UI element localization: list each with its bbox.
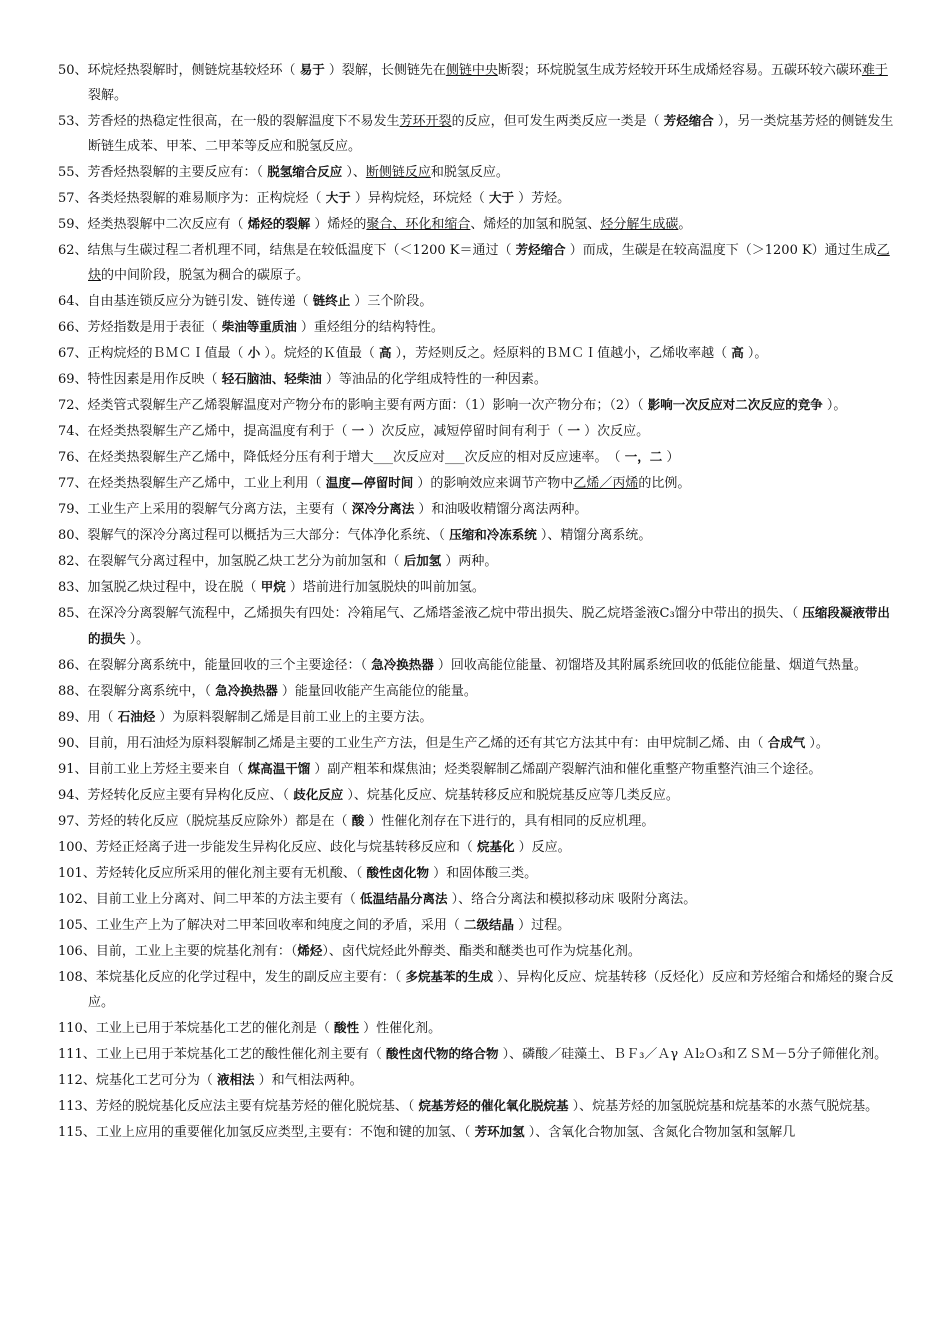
- question-text: 82、在裂解气分离过程中，加氢脱乙炔工艺分为前加氢和（: [58, 554, 404, 569]
- question-item: [58, 730, 896, 756]
- question-item: [58, 1093, 896, 1119]
- answer-text: 大于: [325, 190, 351, 205]
- question-item: [58, 314, 896, 340]
- question-item: [58, 808, 896, 834]
- question-text: ）、烷基化反应、烷基转移反应和脱烷基反应等几类反应。: [343, 788, 679, 803]
- question-text: ），另一类烷基芳烃的侧链发生断链生成苯、甲苯、二甲苯等反应和脱氢反应。: [88, 114, 894, 154]
- question-text: 67、正构烷烃的ＢＭＣＩ值最（: [58, 346, 248, 361]
- answer-text: 酸: [351, 813, 365, 828]
- answer-text: 二级结晶: [463, 917, 514, 932]
- question-text: 的中间阶段，脱氢为稠合的碳原子。: [101, 268, 310, 283]
- question-text: 105、工业生产上为了解决对二甲苯回收率和纯度之间的矛盾，采用（: [58, 918, 464, 933]
- question-item: [58, 1041, 896, 1067]
- question-text: 83、加氢脱乙炔过程中，设在脱（: [58, 580, 261, 595]
- question-text: 断裂；环烷脱氢生成芳烃较开环生成烯烃容易。五碳环较六碳环: [497, 63, 862, 78]
- question-text: ）次反应。: [579, 424, 650, 439]
- question-text: ）塔前进行加氢脱炔的叫前加氢。: [285, 580, 485, 595]
- document-body: [58, 57, 896, 1145]
- question-text: ）反应。: [514, 840, 571, 855]
- question-item: [58, 912, 896, 938]
- question-text: 59、烃类热裂解中二次反应有（: [58, 217, 248, 232]
- question-item: [58, 444, 896, 470]
- question-item: [58, 782, 896, 808]
- question-item: [58, 470, 896, 496]
- question-item: [58, 211, 896, 237]
- underlined-text: 乙炔: [88, 243, 890, 283]
- question-text: ）。: [822, 398, 847, 413]
- question-text: ）和气相法两种。: [254, 1073, 363, 1088]
- answer-text: 烯烃: [297, 943, 323, 958]
- answer-text: 链终止: [312, 293, 351, 308]
- question-text: ）裂解，长侧链先在: [324, 63, 446, 78]
- question-text: 106、目前，工业上主要的烷基化剂有：（: [58, 944, 298, 959]
- answer-text: 低温结晶分离法: [359, 891, 448, 906]
- question-item: [58, 392, 896, 418]
- underlined-text: 断侧链反应: [365, 165, 431, 180]
- question-item: [58, 964, 896, 1015]
- question-text: 94、芳烃转化反应主要有异构化反应、（: [58, 788, 294, 803]
- question-text: 102、目前工业上分离对、间二甲苯的方法主要有（: [58, 892, 360, 907]
- question-item: [58, 652, 896, 678]
- question-text: 110、工业上已用于苯烷基化工艺的催化剂是（: [58, 1021, 334, 1036]
- question-text: ）能量回收能产生高能位的能量。: [277, 684, 477, 699]
- question-item: [58, 159, 896, 185]
- question-text: ）。: [125, 632, 150, 647]
- question-text: 76、在烃类热裂解生产乙烯中，降低烃分压有利于增大___次反应对___次反应的相对反应速率。 （: [58, 450, 625, 465]
- question-text: ）为原料裂解制乙烯是目前工业上的主要方法。: [155, 710, 433, 725]
- question-text: ）、络合分离法和模拟移动床 吸附分离法。: [447, 892, 697, 907]
- question-item: [58, 366, 896, 392]
- question-item: [58, 548, 896, 574]
- question-text: ）、异构化反应、烷基转移（反烃化）反应和芳烃缩合和烯烃的聚合反应。: [88, 970, 894, 1010]
- question-text: ）三个阶段。: [350, 294, 433, 309]
- question-text: ）、: [342, 165, 366, 180]
- answer-text: 后加氢: [403, 553, 442, 568]
- question-item: [58, 1015, 896, 1041]
- answer-text: 压缩和冷冻系统: [449, 527, 537, 542]
- question-text: 112、烷基化工艺可分为（: [58, 1073, 217, 1088]
- question-text: ）。烷烃的Ｋ值最（: [260, 346, 379, 361]
- question-text: 97、芳烃的转化反应（脱烷基反应除外）都是在（: [58, 814, 352, 829]
- answer-text: 酸性: [333, 1020, 359, 1035]
- question-text: ）过程。: [513, 918, 571, 933]
- answer-text: 烷基芳烃的催化氧化脱烷基: [418, 1098, 569, 1113]
- question-text: 。: [678, 217, 692, 232]
- question-text: 90、目前，用石油烃为原料裂解制乙烯是主要的工业生产方法，但是生产乙烯的还有其它方法其中有：由甲烷制乙烯、由（: [58, 736, 768, 751]
- question-text: ）回收高能位能量、初馏塔及其附属系统回收的低能位能量、烟道气热量。: [433, 658, 867, 673]
- question-text: 89、用（: [58, 710, 118, 725]
- answer-text: 煤高温干馏: [247, 761, 311, 776]
- question-item: [58, 756, 896, 782]
- question-text: 113、芳烃的脱烷基化反应法主要有烷基芳烃的催化脱烷基、（: [58, 1099, 419, 1114]
- answer-text: 高: [378, 345, 392, 360]
- answer-text: 多烷基苯的生成: [405, 969, 493, 984]
- question-text: ）、含氧化合物加氢、含氮化合物加氢和氢解几: [524, 1125, 796, 1140]
- question-item: [58, 288, 896, 314]
- question-text: ）: [662, 450, 680, 465]
- underlined-text: 乙烯／丙烯: [573, 476, 639, 491]
- question-text: ）异构烷烃，环烷烃（: [350, 191, 489, 206]
- answer-text: 一: [351, 423, 365, 438]
- question-text: 88、在裂解分离系统中，（: [58, 684, 216, 699]
- question-item: [58, 938, 896, 964]
- question-text: ）、卤代烷烃此外醇类、酯类和醚类也可作为烷基化剂。: [322, 944, 641, 959]
- question-text: ）、磷酸／硅藻土、ＢＦ₃／Ａγ Ａl₂Ｏ₃和ＺＳＭ－5分子筛催化剂。: [498, 1047, 888, 1062]
- underlined-text: 聚合、环化和缩合: [366, 217, 471, 232]
- answer-text: 烯烃的裂解: [247, 216, 311, 231]
- underlined-text: 烃分解生成碳: [600, 217, 679, 232]
- question-text: ）等油品的化学组成特性的一种因素。: [321, 372, 547, 387]
- question-text: 72、烃类管式裂解生产乙烯裂解温度对产物分布的影响主要有两方面：（1）影响一次产物分布；（2）（: [58, 398, 648, 413]
- answer-text: 酸性卤化物: [366, 865, 429, 880]
- question-text: 80、裂解气的深冷分离过程可以概括为三大部分：气体净化系统、（: [58, 528, 450, 543]
- answer-text: 急冷换热器: [371, 657, 434, 672]
- answer-text: 甲烷: [260, 579, 286, 594]
- answer-text: 酸性卤代物的络合物: [385, 1046, 499, 1061]
- question-text: ）两种。: [441, 554, 498, 569]
- question-item: [58, 418, 896, 444]
- question-text: 74、在烃类热裂解生产乙烯中，提高温度有利于（: [58, 424, 352, 439]
- answer-text: 小: [247, 345, 261, 360]
- underlined-text: 芳环开裂: [399, 114, 452, 129]
- question-text: ）性催化剂存在下进行的，具有相同的反应机理。: [364, 814, 655, 829]
- question-text: ）、烷基芳烃的加氢脱烷基和烷基苯的水蒸气脱烷基。: [568, 1099, 879, 1114]
- answer-text: 深冷分离法: [351, 501, 415, 516]
- question-item: [58, 108, 896, 159]
- question-text: 裂解。: [88, 88, 128, 103]
- question-text: 和脱氢反应。: [430, 165, 509, 180]
- answer-text: 一，二: [624, 449, 663, 464]
- question-text: ）而成，生碳是在较高温度下（＞1200 K）通过生成: [565, 243, 877, 258]
- answer-text: 轻石脑油、轻柴油: [221, 371, 322, 386]
- question-text: ），芳烃则反之。烃原料的ＢＭＣＩ值越小，乙烯收率越（: [391, 346, 732, 361]
- question-text: 的反应，但可发生两类反应一类是（: [451, 114, 664, 129]
- question-text: 108、苯烷基化反应的化学过程中，发生的副反应主要有：（: [58, 970, 406, 985]
- question-text: 86、在裂解分离系统中，能量回收的三个主要途径：（: [58, 658, 372, 673]
- question-text: 的比例。: [638, 476, 691, 491]
- answer-text: 压缩段凝液带出的损失: [88, 605, 890, 646]
- question-item: [58, 574, 896, 600]
- question-item: [58, 886, 896, 912]
- answer-text: 柴油等重质油: [221, 319, 297, 334]
- answer-text: 芳烃缩合: [515, 242, 566, 257]
- answer-text: 石油烃: [117, 709, 156, 724]
- question-text: 62、结焦与生碳过程二者机理不同，结焦是在较低温度下（＜1200 K＝通过（: [58, 243, 516, 258]
- answer-text: 烷基化: [476, 839, 515, 854]
- question-text: 69、特性因素是用作反映（: [58, 372, 222, 387]
- answer-text: 高: [731, 345, 744, 360]
- question-item: [58, 860, 896, 886]
- answer-text: 合成气: [767, 735, 806, 750]
- answer-text: 一: [567, 423, 580, 438]
- question-item: [58, 678, 896, 704]
- question-text: ）和固体酸三类。: [428, 866, 538, 881]
- question-item: [58, 834, 896, 860]
- question-text: 115、工业上应用的重要催化加氢反应类型,主要有：不饱和键的加氢、（: [58, 1125, 475, 1140]
- question-item: [58, 522, 896, 548]
- question-text: ）的影响效应来调节产物中: [413, 476, 574, 491]
- question-text: 101、芳烃转化反应所采用的催化剂主要有无机酸、（: [58, 866, 367, 881]
- answer-text: 脱氢缩合反应: [267, 164, 343, 179]
- question-text: ）烯烃的: [310, 217, 367, 232]
- answer-text: 易于: [299, 62, 325, 77]
- question-item: [58, 496, 896, 522]
- answer-text: 芳烃缩合: [663, 113, 714, 128]
- answer-text: 歧化反应: [293, 787, 344, 802]
- question-text: ）性催化剂。: [358, 1021, 442, 1036]
- question-item: [58, 57, 896, 108]
- question-text: ）次反应，减短停留时间有利于（: [364, 424, 568, 439]
- question-text: ）和油吸收精馏分离法两种。: [414, 502, 588, 517]
- answer-text: 温度—停留时间: [325, 475, 414, 490]
- answer-text: 影响一次反应对二次反应的竞争: [647, 397, 823, 412]
- underlined-text: 难于: [861, 63, 888, 78]
- question-text: 100、芳烃正烃离子进一步能发生异构化反应、歧化与烷基转移反应和（: [58, 840, 477, 855]
- question-item: [58, 340, 896, 366]
- question-text: ）副产粗苯和煤焦油；烃类裂解制乙烯副产裂解汽油和催化重整产物重整汽油三个途径。: [310, 762, 822, 777]
- answer-text: 液相法: [216, 1072, 255, 1087]
- question-text: 57、各类烃热裂解的难易顺序为：正构烷烃（: [58, 191, 326, 206]
- question-text: 50、环烷烃热裂解时，侧链烷基较烃环（: [58, 63, 300, 78]
- question-text: ）。: [805, 736, 829, 751]
- question-text: 、烯烃的加氢和脱氢、: [470, 217, 601, 232]
- question-item: [58, 237, 896, 288]
- question-text: 91、目前工业上芳烃主要来自（: [58, 762, 248, 777]
- underlined-text: 侧链中央: [445, 63, 498, 78]
- question-text: ）、精馏分离系统。: [536, 528, 652, 543]
- question-item: [58, 1119, 896, 1145]
- question-text: 77、在烃类热裂解生产乙烯中，工业上利用（: [58, 476, 326, 491]
- question-text: ）。: [743, 346, 768, 361]
- question-text: 64、自由基连锁反应分为链引发、链传递（: [58, 294, 313, 309]
- question-text: 53、芳香烃的热稳定性很高，在一般的裂解温度下不易发生: [58, 114, 400, 129]
- question-item: [58, 704, 896, 730]
- question-text: 55、芳香烃热裂解的主要反应有：（: [58, 165, 268, 180]
- question-item: [58, 1067, 896, 1093]
- answer-text: 芳环加氢: [474, 1124, 525, 1139]
- question-item: [58, 185, 896, 211]
- answer-text: 急冷换热器: [215, 683, 278, 698]
- question-text: 85、在深冷分离裂解气流程中，乙烯损失有四处：冷箱尾气、乙烯塔釜液乙烷中带出损失、脱乙烷塔釜液C₃馏分中带出的损失、（: [58, 606, 803, 621]
- answer-text: 大于: [488, 190, 514, 205]
- question-text: 111、工业上已用于苯烷基化工艺的酸性催化剂主要有（: [58, 1047, 386, 1062]
- question-text: 79、工业生产上采用的裂解气分离方法，主要有（: [58, 502, 352, 517]
- question-text: ）重烃组分的结构特性。: [296, 320, 444, 335]
- question-text: ）芳烃。: [513, 191, 571, 206]
- question-text: 66、芳烃指数是用于表征（: [58, 320, 222, 335]
- question-item: [58, 600, 896, 652]
